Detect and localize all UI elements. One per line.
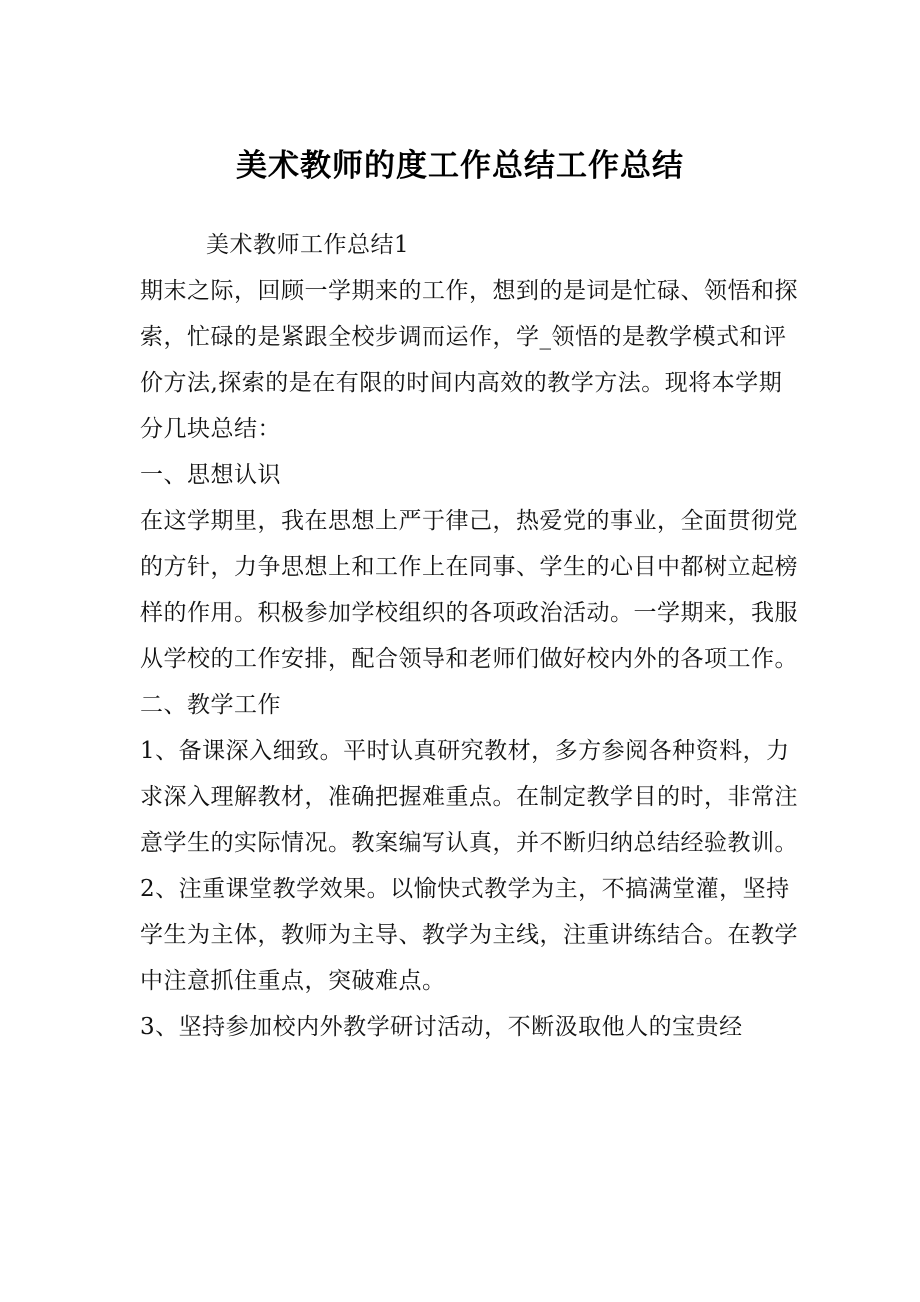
section-heading-thought: 一、思想认识 xyxy=(140,462,281,488)
paragraph-thought: 在这学期里，我在思想上严于律己，热爱党的事业，全面贯彻党的方针，力争思想上和工作上在同事、学生的心目中都树立起榜样的作用。积极参加学校组织的各项政治活动。一学期来，我服从学校的工作安排，配合领导和老师们做好校内外的各项工作。 xyxy=(140,508,798,672)
paragraph-item-2: 2、注重课堂教学效果。以愉快式教学为主，不搞满堂灌，坚持学生为主体，教师为主导、教学为主线，注重讲练结合。在教学中注意抓住重点，突破难点。 xyxy=(140,876,798,994)
document-subtitle: 美术教师工作总结1 xyxy=(206,232,410,258)
document-body xyxy=(140,222,800,1050)
section-heading-teaching: 二、教学工作 xyxy=(140,692,281,718)
paragraph-intro: 期末之际，回顾一学期来的工作，想到的是词是忙碌、领悟和探索，忙碌的是紧跟全校步调而运作，学_领悟的是教学模式和评价方法,探索的是在有限的时间内高效的教学方法。现将本学期分几块总结： xyxy=(140,278,798,442)
paragraph-item-3: 3、坚持参加校内外教学研讨活动，不断汲取他人的宝贵经 xyxy=(140,1014,743,1040)
paragraph-item-1: 1、备课深入细致。平时认真研究教材，多方参阅各种资料，力求深入理解教材，准确把握难重点。在制定教学目的时，非常注意学生的实际情况。教案编写认真，并不断归纳总结经验教训。 xyxy=(140,738,798,856)
document-title: 美术教师的度工作总结工作总结 xyxy=(236,148,684,184)
